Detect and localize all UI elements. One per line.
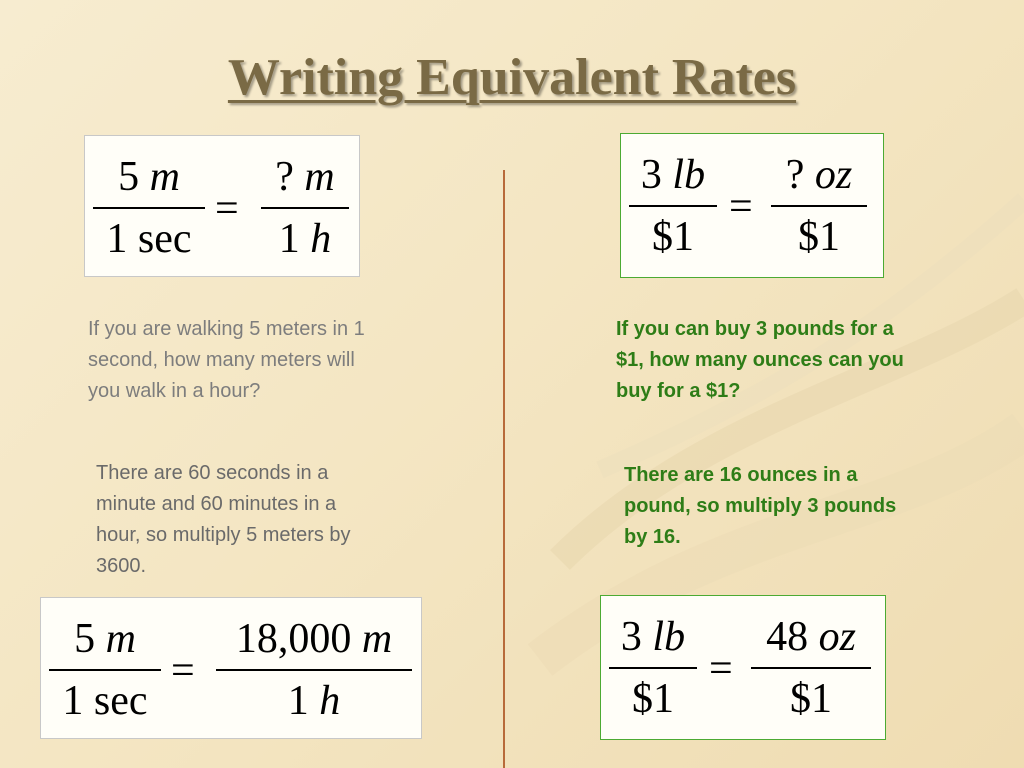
denominator-unit: h: [310, 216, 332, 262]
fraction-rhs: [261, 156, 349, 260]
numerator-value: ?: [275, 154, 294, 200]
right-explanation: There are 16 ounces in a pound, so multiply 3 pounds by 16.: [624, 464, 897, 548]
right-question: If you can buy 3 pounds for a $1, how many ounces can you buy for a $1?: [616, 318, 904, 402]
numerator-unit: m: [105, 616, 136, 662]
numerator-value: 3: [640, 152, 662, 198]
numerator-unit: m: [361, 616, 393, 662]
equals-sign: =: [215, 186, 239, 232]
left-question: If you are walking 5 meters in 1 second, how many meters will you walk in a hour?: [88, 318, 365, 402]
numerator-unit: oz: [814, 152, 853, 198]
denominator-value: 1: [287, 678, 309, 724]
equals-sign: =: [709, 646, 733, 692]
equals-sign: =: [171, 648, 195, 694]
denominator-unit: sec: [93, 678, 148, 724]
left-equation-2: [40, 597, 422, 739]
column-divider: [503, 170, 505, 768]
fraction-lhs: [49, 618, 161, 722]
numerator-value: 3: [620, 614, 642, 660]
right-equation-1: [620, 133, 884, 278]
denominator-value: $1: [798, 214, 840, 260]
numerator-unit: lb: [672, 152, 706, 198]
fraction-rhs: [771, 154, 867, 258]
numerator-unit: m: [304, 154, 335, 200]
numerator-value: ?: [785, 152, 805, 198]
denominator-value: $1: [632, 676, 674, 722]
fraction-rhs: [751, 616, 871, 720]
fraction-lhs: [629, 154, 717, 258]
numerator-value: 48: [766, 614, 809, 660]
denominator-value: 1: [62, 678, 84, 724]
numerator-value: 5: [118, 154, 140, 200]
left-equation-1: [84, 135, 360, 277]
numerator-value: 18,000: [235, 616, 352, 662]
fraction-rhs: [216, 618, 412, 722]
fraction-lhs: [93, 156, 205, 260]
numerator-unit: m: [149, 154, 180, 200]
numerator-value: 5: [74, 616, 96, 662]
fraction-lhs: [609, 616, 697, 720]
page-title: Writing Equivalent Rates: [227, 49, 797, 106]
denominator-unit: h: [319, 678, 341, 724]
denominator-value: 1: [106, 216, 128, 262]
right-equation-2: [600, 595, 886, 740]
denominator-value: $1: [790, 676, 832, 722]
equals-sign: =: [729, 184, 753, 230]
left-explanation: There are 60 seconds in a minute and 60 minutes in a hour, so multiply 5 meters by 3600.: [96, 462, 351, 577]
numerator-unit: lb: [652, 614, 686, 660]
numerator-unit: oz: [818, 614, 856, 660]
denominator-unit: sec: [137, 216, 192, 262]
denominator-value: 1: [278, 216, 300, 262]
denominator-value: $1: [652, 214, 694, 260]
